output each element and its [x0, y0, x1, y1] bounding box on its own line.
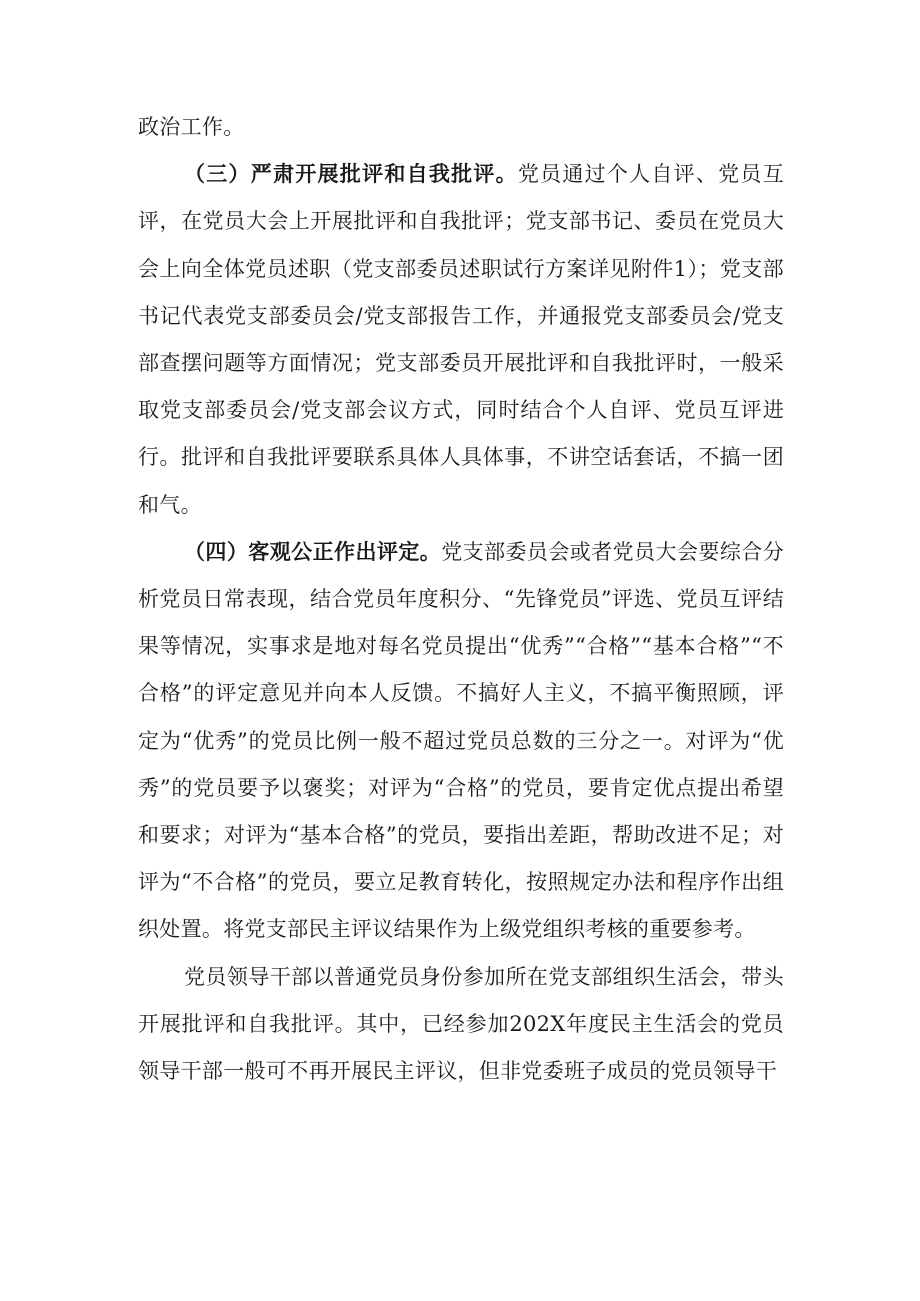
paragraph-body: 党员领导干部以普通党员身份参加所在党支部组织生活会，带头开展批评和自我批评。其中，已经参加202X年度民主生活会的党员领导干部一般可不再开展民主评议，但非党委班子成员的党员领导干 — [138, 964, 784, 1084]
paragraph-body: 党员通过个人自评、党员互评，在党员大会上开展批评和自我批评；党支部书记、委员在党员大会上向全体党员述职（党支部委员述职试行方案详见附件1）；党支部书记代表党支部委员会/党支部报告工作，并通报党支部委员会/党支部查摆问题等方面情况；党支部委员开展批评和自我批评时，一般采取党支部委员会/党支部会议方式，同时结合个人自评、党员互评进行。批评和自我批评要联系具体人具体事，不讲空话套话，不搞一团和气。 — [138, 162, 784, 517]
paragraph-body: 政治工作。 — [138, 115, 245, 139]
document-page — [138, 104, 784, 1095]
section-heading: （四）客观公正作出评定。 — [184, 539, 442, 564]
paragraph-continuation — [138, 104, 784, 151]
section-heading: （三）严肃开展批评和自我批评。 — [184, 162, 518, 187]
paragraph-section-3 — [138, 151, 784, 529]
paragraph-leaders — [138, 954, 784, 1096]
paragraph-section-4 — [138, 529, 784, 954]
paragraph-body: 党支部委员会或者党员大会要综合分析党员日常表现，结合党员年度积分、“先锋党员”评选、党员互评结果等情况，实事求是地对每名党员提出“优秀”“合格”“基本合格”“不合格”的评定意见并向本人反馈。不搞好人主义，不搞平衡照顾，评定为“优秀”的党员比例一般不超过党员总数的三分之一。对评为“优秀”的党员要予以褒奖；对评为“合格”的党员，要肯定优点提出希望和要求；对评为“基本合格”的党员，要指出差距，帮助改进不足；对评为“不合格”的党员，要立足教育转化，按照规定办法和程序作出组织处置。将党支部民主评议结果作为上级党组织考核的重要参考。 — [138, 539, 784, 942]
